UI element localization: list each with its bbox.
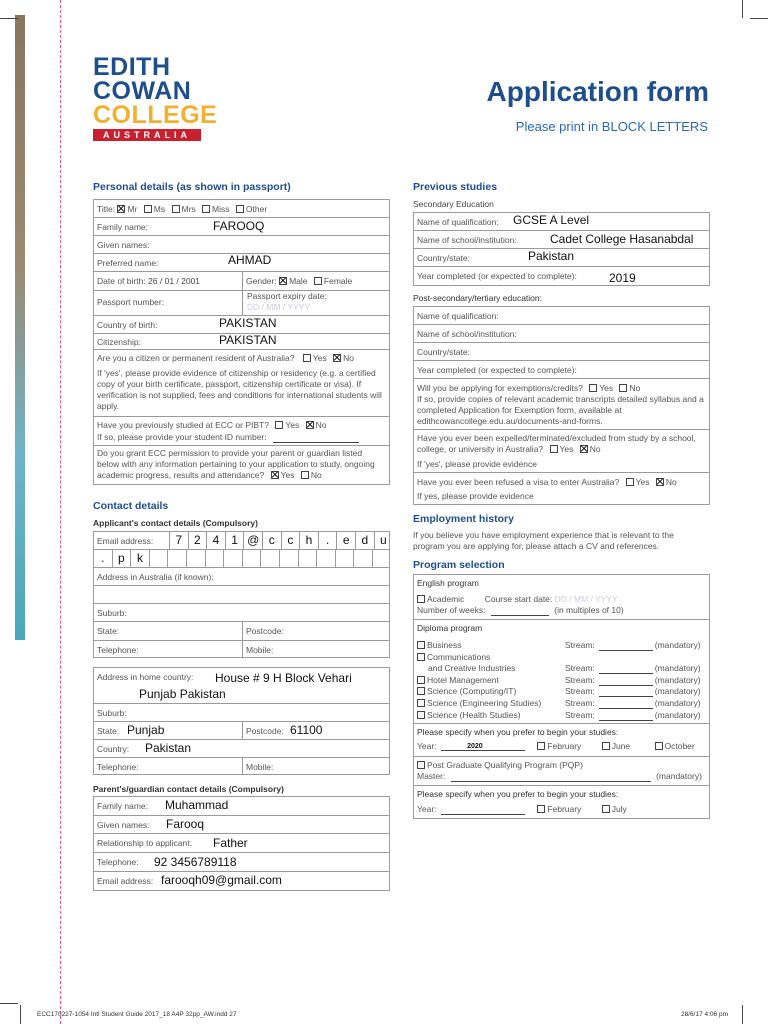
mobile-label: Mobile: — [246, 645, 274, 655]
post-country-label: Country/state: — [417, 347, 470, 357]
footer-slug-right: 28/6/17 4:06 pm — [681, 1011, 728, 1018]
home-country-field[interactable]: Pakistan — [145, 741, 192, 755]
july-checkbox[interactable] — [602, 805, 610, 813]
email-char-cell[interactable] — [167, 549, 186, 567]
title-ms-checkbox[interactable] — [144, 205, 152, 213]
home-suburb-label: Suburb: — [97, 708, 127, 718]
guardian-telephone-field[interactable]: 92 3456789118 — [154, 855, 237, 869]
email-char-cell[interactable]: . — [93, 549, 112, 567]
guardian-relation-label: Relationship to applicant: — [97, 838, 192, 848]
home-telephone-label: Telephone: — [97, 762, 139, 772]
passport-label: Passport number: — [97, 297, 165, 307]
sec-country-field[interactable]: Pakistan — [528, 249, 575, 263]
guardian-given-field[interactable]: Farooq — [166, 817, 205, 831]
postcode-label: Postcode: — [246, 626, 284, 636]
sec-country-label: Country/state: — [417, 253, 470, 263]
studied-no-checkbox[interactable] — [306, 421, 314, 429]
crop-mark — [0, 18, 18, 19]
email-char-cell[interactable]: d — [355, 531, 374, 549]
email-char-cell[interactable] — [260, 549, 279, 567]
exempt-note: If so, provide copies of relevant academic transcripts detailed syllabus and a completed Application for Exemption form, available at edithcowancollege.edu.au/documents-and-forms. — [417, 394, 704, 426]
guardian-sub: Parent's/guardian contact details (Compulsory) — [93, 784, 284, 794]
june-checkbox[interactable] — [602, 742, 610, 750]
visa-note: If yes, please provide evidence — [417, 491, 534, 501]
year-row-1: Year: 2020 February June October — [417, 741, 695, 751]
diploma-checkbox[interactable] — [417, 676, 425, 684]
crop-mark — [0, 1003, 18, 1004]
country-birth-label: Country of birth: — [97, 320, 158, 330]
aus-address-label: Address in Australia (if known): — [97, 572, 214, 582]
student-id-field[interactable] — [273, 433, 359, 443]
diploma-checkbox[interactable] — [417, 653, 425, 661]
gender-female-checkbox[interactable] — [314, 277, 322, 285]
home-country-label: Country: — [97, 744, 130, 754]
home-state-label: State: — [97, 726, 120, 736]
contact-heading: Contact details — [93, 500, 169, 512]
diploma-item: and Creative Industries Stream: (mandatory) — [428, 663, 701, 674]
stream-field[interactable] — [599, 676, 653, 686]
diploma-item: Communications — [417, 652, 707, 663]
email-char-cell[interactable] — [353, 549, 372, 567]
master-row: Master: (mandatory) — [417, 771, 702, 781]
course-start-field[interactable]: DD / MM / YYYY — [554, 594, 618, 604]
margin-guide — [60, 0, 61, 1024]
permission-yes-checkbox[interactable] — [271, 471, 279, 479]
home-state-field[interactable]: Punjab — [127, 723, 165, 737]
dob-field[interactable]: 26 / 01 / 2001 — [148, 276, 201, 286]
diploma-item: Hotel Management Stream: (mandatory) — [417, 675, 707, 686]
diploma-item: Science (Health Studies) Stream: (mandatory) — [417, 710, 707, 721]
visa-question: Have you ever been refused a visa to enter Australia? Yes No — [417, 477, 677, 487]
exempt-no-checkbox[interactable] — [619, 384, 627, 392]
employment-heading: Employment history — [413, 513, 514, 525]
program-heading: Program selection — [413, 559, 505, 571]
title-row: Title: Mr Ms Mrs Miss Other — [97, 204, 268, 214]
given-names-label: Given names: — [97, 240, 150, 250]
previous-heading: Previous studies — [413, 181, 498, 193]
email-char-cell[interactable]: c — [281, 531, 300, 549]
preferred-name-field[interactable]: AHMAD — [228, 253, 272, 267]
qual-label: Name of qualification: — [417, 217, 499, 227]
email-char-cell[interactable]: p — [112, 549, 131, 567]
sec-year-field[interactable]: 2019 — [609, 271, 636, 285]
school-label: Name of school/institution: — [417, 235, 517, 245]
home-mobile-label: Mobile: — [246, 762, 274, 772]
diploma-item: Business Stream: (mandatory) — [417, 640, 707, 651]
email-char-cell[interactable] — [242, 549, 261, 567]
crop-mark — [750, 18, 768, 19]
guardian-family-label: Family name: — [97, 801, 149, 811]
logo-line-1: EDITH — [93, 53, 171, 81]
guardian-email-field[interactable]: farooqh09@gmail.com — [161, 873, 282, 887]
preferred-name-label: Preferred name: — [97, 258, 159, 268]
english-program-label: English program — [417, 578, 479, 588]
title-other-checkbox[interactable] — [236, 205, 244, 213]
logo-line-2: COWAN — [93, 77, 192, 105]
passport-expiry-label: Passport expiry date: — [247, 291, 327, 301]
page-subtitle: Please print in BLOCK LETTERS — [515, 119, 708, 134]
visa-no-checkbox[interactable] — [656, 478, 664, 486]
secondary-sub: Secondary Education — [413, 199, 494, 209]
email-char-cell[interactable]: . — [318, 531, 337, 549]
post-school-label: Name of school/institution: — [417, 329, 517, 339]
home-address-field[interactable]: House # 9 H Block Vehari — [215, 671, 352, 685]
email-char-cell[interactable] — [279, 549, 298, 567]
guardian-family-field[interactable]: Muhammad — [165, 798, 229, 812]
email-char-cell[interactable] — [223, 549, 242, 567]
stream-field[interactable] — [599, 641, 653, 651]
email-char-cell[interactable] — [149, 549, 168, 567]
pqp-row: Post Graduate Qualifying Program (PQP) — [417, 760, 583, 771]
permission-no-checkbox[interactable] — [301, 471, 309, 479]
post-year-label: Year completed (or expected to complete): — [417, 365, 577, 375]
title-mrs-checkbox[interactable] — [172, 205, 180, 213]
gender-row: Gender: Male Female — [246, 276, 353, 286]
citizenship-field[interactable]: PAKISTAN — [219, 333, 277, 347]
post-secondary-sub: Post-secondary/tertiary education: — [413, 293, 542, 303]
stream-field[interactable] — [599, 664, 653, 674]
email-char-cell[interactable]: k — [130, 549, 149, 567]
begin-label-1: Please specify when you prefer to begin your studies: — [417, 727, 619, 737]
state-label: State: — [97, 626, 120, 636]
weeks-field[interactable] — [491, 606, 549, 616]
crop-mark — [20, 1005, 21, 1024]
crop-mark — [742, 1005, 743, 1024]
studied-yes-checkbox[interactable] — [275, 421, 283, 429]
email-char-cell[interactable]: e — [336, 531, 355, 549]
student-id-row: If so, please provide your student ID number: — [97, 432, 359, 443]
passport-expiry-field[interactable]: DD / MM / YYYY — [247, 302, 311, 312]
master-field[interactable] — [451, 772, 651, 782]
permission-question: Do you grant ECC permission to provide your parent or guardian listed below with any information pertaining to your application to study, ongoing academic progress, results and attendance? Yes No — [97, 448, 375, 480]
home-postcode-label: Postcode: — [246, 726, 284, 736]
academic-checkbox[interactable] — [417, 595, 425, 603]
personal-heading: Personal details (as shown in passport) — [93, 181, 291, 193]
title-mr-checkbox[interactable] — [117, 205, 125, 213]
guardian-given-label: Given names: — [97, 820, 150, 830]
expelled-note: If 'yes', please provide evidence — [417, 459, 537, 469]
home-address-label: Address in home country: — [97, 672, 194, 682]
logo-band: AUSTRALIA — [93, 129, 201, 141]
family-name-label: Family name: — [97, 222, 149, 232]
email-char-cell[interactable]: 1 — [225, 531, 244, 549]
email-char-cell[interactable]: c — [262, 531, 281, 549]
home-address-field-2[interactable]: Punjab Pakistan — [139, 687, 226, 701]
studied-question: Have you previously studied at ECC or PIBT? Yes No — [97, 420, 327, 430]
email-char-cell[interactable] — [372, 549, 391, 567]
email-char-cell[interactable]: u — [374, 531, 393, 549]
diploma-checkbox[interactable] — [417, 711, 425, 719]
expelled-question: Have you ever been expelled/terminated/excluded from study by a school, college, or university in Australia? Yes No — [417, 433, 696, 454]
email-char-cell[interactable]: 7 — [169, 531, 188, 549]
exempt-question: Will you be applying for exemptions/credits? Yes No — [417, 383, 641, 393]
email-char-cell[interactable] — [298, 549, 317, 567]
expelled-yes-checkbox[interactable] — [550, 445, 558, 453]
diploma-label: Diploma program — [417, 623, 483, 633]
diploma-item: Science (Computing/IT) Stream: (mandatory) — [417, 686, 707, 697]
home-postcode-field[interactable]: 61100 — [290, 723, 323, 737]
dob-row: Date of birth: 26 / 01 / 2001 — [97, 276, 201, 286]
citizenship-label: Citizenship: — [97, 337, 141, 347]
citizen-no-checkbox[interactable] — [333, 354, 341, 362]
year-field-2[interactable] — [441, 805, 525, 815]
citizen-yes-checkbox[interactable] — [303, 354, 311, 362]
email-char-cell[interactable]: @ — [243, 531, 262, 549]
citizen-question: Are you a citizen or permanent resident of Australia? Yes No — [97, 353, 354, 363]
country-birth-field[interactable]: PAKISTAN — [219, 316, 277, 330]
academic-row: Academic Course start date: DD / MM / YYYY — [417, 594, 618, 605]
email-label: Email address: — [97, 536, 154, 546]
stream-field[interactable] — [599, 687, 653, 697]
suburb-label: Suburb: — [97, 608, 127, 618]
email-char-cell[interactable]: 4 — [206, 531, 225, 549]
sec-year-label: Year completed (or expected to complete): — [417, 271, 577, 281]
citizen-note: If 'yes', please provide evidence of citizenship or residency (e.g. a certified copy of your birth certificate, passport, citizenship certificate or visa). If verification is not supplied, fees and conditions for international students will apply. — [97, 368, 382, 411]
post-qual-label: Name of qualification: — [417, 311, 499, 321]
diploma-checkbox[interactable] — [417, 699, 425, 707]
visa-yes-checkbox[interactable] — [626, 478, 634, 486]
applicant-contact-sub: Applicant's contact details (Compulsory) — [93, 518, 258, 528]
college-logo — [93, 55, 217, 141]
feb-checkbox-1[interactable] — [537, 742, 545, 750]
email-char-cell[interactable]: 2 — [188, 531, 207, 549]
feb-checkbox-2[interactable] — [537, 805, 545, 813]
family-name-field[interactable]: FAROOQ — [213, 219, 265, 233]
gender-male-checkbox[interactable] — [279, 277, 287, 285]
school-field[interactable]: Cadet College Hasanabdal — [550, 232, 694, 246]
page-title: Application form — [486, 76, 709, 107]
weeks-row: Number of weeks: (in multiples of 10) — [417, 605, 624, 615]
page-edge-strip — [15, 15, 25, 640]
year-field-1[interactable]: 2020 — [441, 741, 525, 751]
diploma-checkbox[interactable] — [417, 687, 425, 695]
email-char-cell[interactable] — [316, 549, 335, 567]
diploma-checkbox[interactable] — [417, 641, 425, 649]
email-char-cell[interactable]: h — [299, 531, 318, 549]
crop-mark — [742, 0, 743, 18]
stream-field[interactable] — [599, 699, 653, 709]
email-char-cell[interactable] — [335, 549, 354, 567]
title-miss-checkbox[interactable] — [202, 205, 210, 213]
year-row-2: Year: February July — [417, 804, 627, 814]
guardian-relation-field[interactable]: Father — [213, 836, 248, 850]
telephone-label: Telephone: — [97, 645, 139, 655]
employment-text: If you believe you have employment experience that is relevant to the program you are applying for, please attach a CV and references. — [413, 530, 674, 551]
email-char-cell[interactable] — [205, 549, 224, 567]
guardian-telephone-label: Telephone: — [97, 857, 139, 867]
expelled-no-checkbox[interactable] — [580, 445, 588, 453]
diploma-item: Science (Engineering Studies) Stream: (mandatory) — [417, 698, 707, 709]
stream-field[interactable] — [599, 711, 653, 721]
logo-line-3: COLLEGE — [93, 101, 218, 129]
pqp-checkbox[interactable] — [417, 761, 425, 769]
qual-field[interactable]: GCSE A Level — [513, 213, 590, 227]
guardian-email-label: Email address: — [97, 876, 154, 886]
email-char-cell[interactable] — [186, 549, 205, 567]
footer-slug-left: ECC170227-1054 Intl Student Guide 2017_18 A4P 32pp_AW.indd 27 — [37, 1011, 237, 1018]
begin-label-2: Please specify when you prefer to begin your studies: — [417, 789, 619, 799]
october-checkbox[interactable] — [655, 742, 663, 750]
exempt-yes-checkbox[interactable] — [589, 384, 597, 392]
